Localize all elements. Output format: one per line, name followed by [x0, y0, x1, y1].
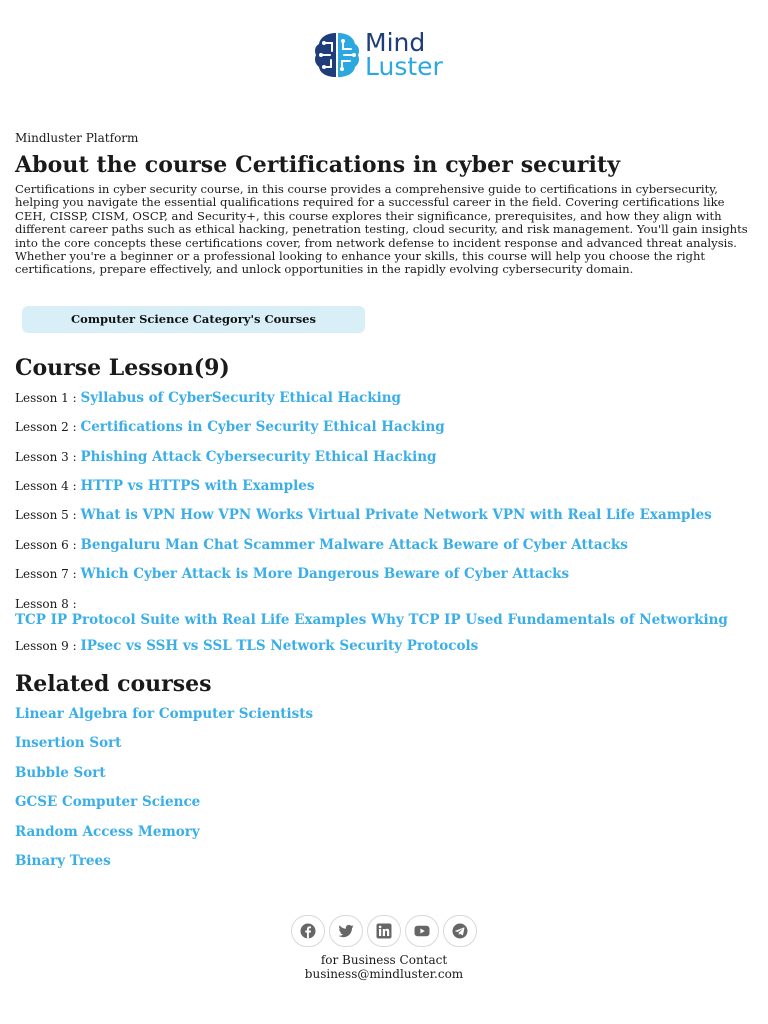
- lesson-item: [15, 638, 755, 667]
- logo-wordmark: [365, 28, 443, 81]
- related-course-link[interactable]: GCSE Computer Science: [15, 794, 201, 811]
- related-list: [15, 706, 755, 883]
- youtube-button[interactable]: [405, 915, 439, 947]
- facebook-button[interactable]: [291, 915, 325, 947]
- telegram-button[interactable]: [443, 915, 477, 947]
- related-course-link[interactable]: Random Access Memory: [15, 823, 200, 840]
- logo-word-luster: Luster: [365, 52, 443, 81]
- lesson-item: [15, 537, 755, 566]
- lesson-link[interactable]: Bengaluru Man Chat Scammer Malware Attack Beware of Cyber Attacks: [80, 536, 628, 553]
- footer: [0, 915, 768, 981]
- linkedin-button[interactable]: [367, 915, 401, 947]
- lesson-link[interactable]: IPsec vs SSH vs SSL TLS Network Security Protocols: [80, 637, 479, 654]
- lesson-item: [15, 390, 755, 419]
- lesson-link[interactable]: Certifications in Cyber Security Ethical Hacking: [80, 419, 445, 436]
- main-content: [15, 131, 755, 883]
- lesson-item: [15, 507, 755, 536]
- lesson-prefix: Lesson 3 :: [15, 449, 81, 464]
- lesson-prefix: Lesson 9 :: [15, 638, 81, 653]
- platform-label: Mindluster Platform: [15, 131, 139, 145]
- lesson-link[interactable]: HTTP vs HTTPS with Examples: [80, 478, 315, 495]
- lesson-link[interactable]: TCP IP Protocol Suite with Real Life Examples Why TCP IP Used Fundamentals of Networking: [15, 611, 728, 628]
- related-course-link[interactable]: Insertion Sort: [15, 735, 122, 752]
- lesson-prefix: Lesson 1 :: [15, 390, 81, 405]
- lesson-list: [15, 390, 755, 667]
- course-title: About the course Certifications in cyber security: [15, 152, 621, 178]
- related-course-link[interactable]: Linear Algebra for Computer Scientists: [15, 705, 314, 722]
- related-course-link[interactable]: Bubble Sort: [15, 764, 106, 781]
- header: [0, 0, 768, 110]
- lesson-prefix: Lesson 6 :: [15, 537, 81, 552]
- lesson-prefix: Lesson 7 :: [15, 567, 81, 582]
- lesson-item: [15, 449, 755, 478]
- related-course-link[interactable]: Binary Trees: [15, 853, 111, 870]
- contact-email[interactable]: business@mindluster.com: [304, 967, 464, 981]
- linkedin-icon: [376, 923, 392, 939]
- course-description: Certifications in cyber security course, in this course provides a comprehensive guide to certifications in cybersecurity, helping you navigate the essential qualifications required for a successful career in the field. Covering certifications like CEH, CISSP, CISM, OSCP, and Security+, this course explores their significance, prerequisites, and how they align with different career paths such as ethical hacking, penetration testing, cloud security, and risk management. You'll gain insights into the core concepts these certifications cover, from network defense to incident response and advanced threat analysis. Whether you're a beginner or a professional looking to enhance your skills, this course will help you choose the right certifications, prepare effectively, and unlock opportunities in the rapidly evolving cybersecurity domain.: [15, 182, 748, 277]
- brain-circuit-icon: [312, 29, 362, 81]
- lesson-prefix: Lesson 8 :: [15, 596, 77, 611]
- twitter-icon: [338, 923, 354, 939]
- lesson-item: [15, 419, 755, 448]
- mindluster-logo[interactable]: [312, 28, 462, 82]
- lesson-prefix: Lesson 2 :: [15, 420, 81, 435]
- lesson-link[interactable]: Which Cyber Attack is More Dangerous Beware of Cyber Attacks: [80, 566, 570, 583]
- category-courses-button[interactable]: Computer Science Category's Courses: [22, 306, 365, 333]
- facebook-icon: [300, 923, 316, 939]
- youtube-icon: [414, 923, 430, 939]
- twitter-button[interactable]: [329, 915, 363, 947]
- lesson-item: [15, 596, 755, 638]
- lesson-link[interactable]: Syllabus of CyberSecurity Ethical Hacking: [80, 389, 401, 406]
- related-heading: Related courses: [15, 670, 212, 697]
- business-contact: [0, 953, 768, 981]
- telegram-icon: [452, 923, 468, 939]
- lesson-prefix: Lesson 5 :: [15, 508, 81, 523]
- lesson-link[interactable]: What is VPN How VPN Works Virtual Private Network VPN with Real Life Examples: [80, 507, 712, 524]
- lesson-link[interactable]: Phishing Attack Cybersecurity Ethical Hacking: [80, 448, 437, 465]
- lesson-item: [15, 478, 755, 507]
- social-links: [0, 915, 768, 947]
- lessons-heading: Course Lesson(9): [15, 354, 230, 381]
- logo-word-mind: Mind: [365, 28, 426, 57]
- lesson-item: [15, 566, 755, 595]
- contact-label: for Business Contact: [320, 953, 448, 967]
- lesson-prefix: Lesson 4 :: [15, 479, 81, 494]
